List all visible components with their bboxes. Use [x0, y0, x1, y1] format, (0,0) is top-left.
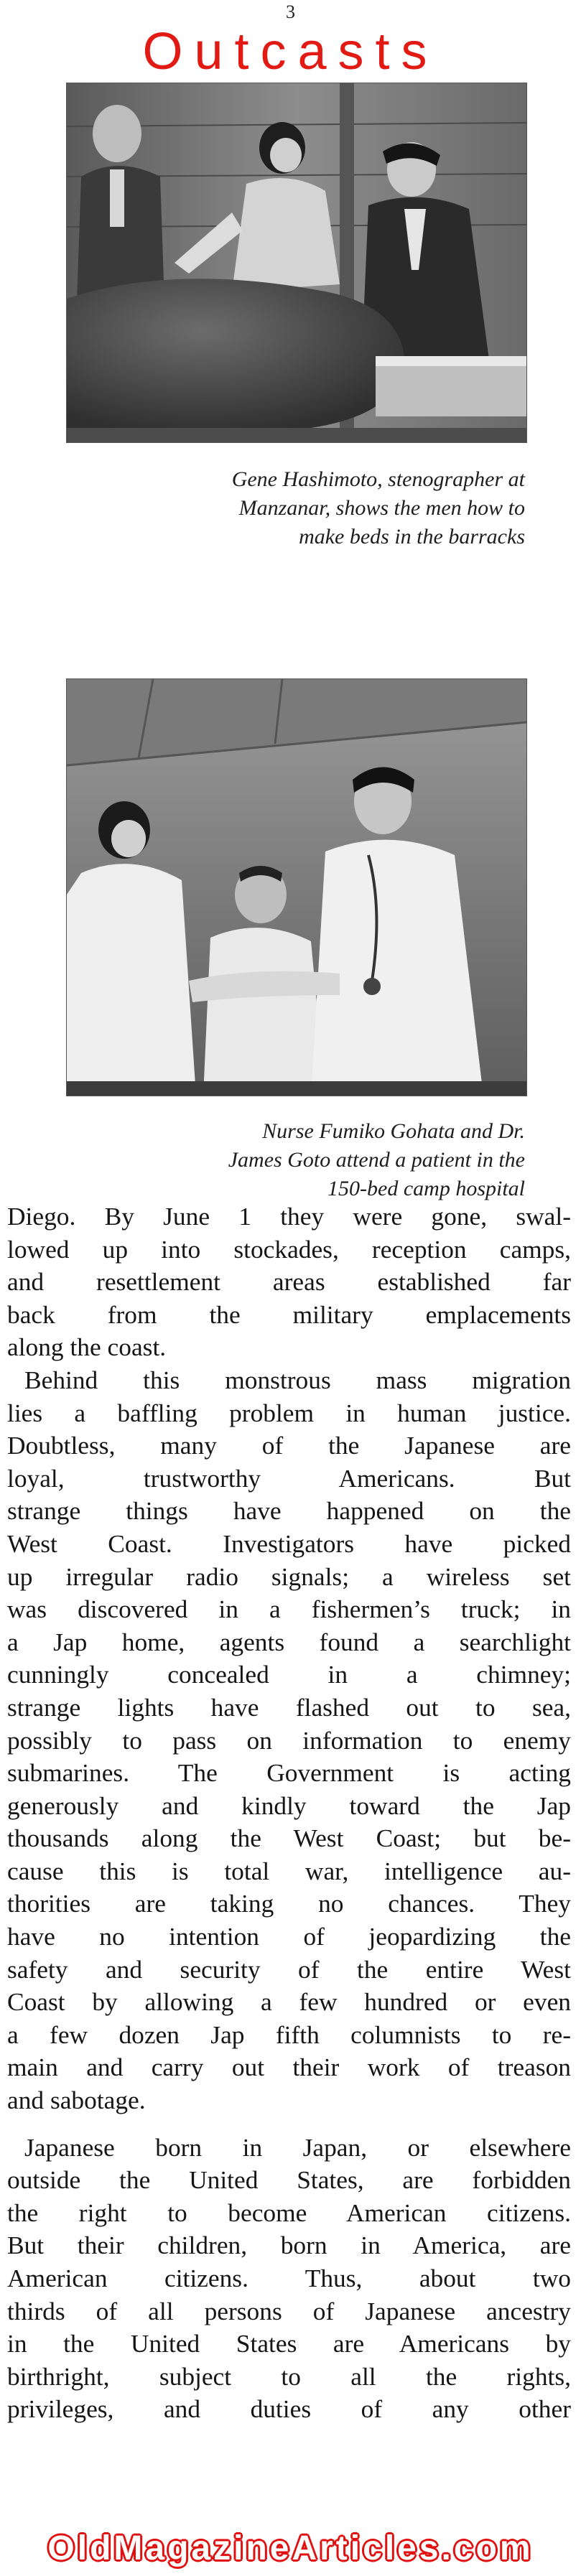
watermark-footer[interactable]: OldMagazineArticles.com [47, 2529, 534, 2567]
page-title: Outcasts [142, 23, 439, 80]
article-line: in the United States are Americans by [7, 2329, 571, 2358]
article-line: strange lights have flashed out to sea, [7, 1692, 571, 1722]
article-line: lies a baffling problem in human justice. [7, 1398, 571, 1427]
article-line: loyal, trustworthy Americans. But [7, 1463, 571, 1493]
article-line: safety and security of the entire West [7, 1954, 571, 1984]
article-line: West Coast. Investigators have picked [7, 1529, 571, 1558]
article-line: strange things have happened on the [7, 1496, 571, 1526]
article-line: possibly to pass on information to enemy [7, 1725, 571, 1755]
article-line: American citizens. Thus, about two [7, 2264, 571, 2292]
article-line: outside the United States, are forbidden [7, 2165, 571, 2195]
article-line: the right to become American citizens. [7, 2198, 571, 2227]
article-line: was discovered in a fishermen’s truck; in [7, 1595, 571, 1624]
photo-hospital-image [67, 679, 526, 1096]
article-line: Behind this monstrous mass migration [24, 1365, 571, 1394]
caption-line: make beds in the barracks [299, 525, 525, 549]
article-line: thorities are taking no chances. They [7, 1889, 571, 1918]
photo-hospital [66, 678, 527, 1096]
article-line: cunningly concealed in a chimney; [7, 1660, 571, 1689]
caption-line: Manzanar, shows the men how to [238, 496, 525, 520]
article-line: back from the military emplacements [7, 1299, 571, 1329]
photo-barracks [66, 83, 527, 443]
article-line: and resettlement areas established far [7, 1267, 571, 1297]
article-line: thousands along the West Coast; but be- [7, 1824, 571, 1853]
article-line: thirds of all persons of Japanese ancestry [7, 2296, 571, 2325]
paragraph-gap [7, 2117, 571, 2132]
article-line: a Jap home, agents found a searchlight [7, 1627, 571, 1656]
article-line: Doubtless, many of the Japanese are [7, 1431, 571, 1460]
article-line: birthright, subject to all the rights, [7, 2361, 571, 2391]
photo-barracks-image [67, 83, 526, 442]
article-line: Japanese born in Japan, or elsewhere [24, 2132, 571, 2162]
article-line: lowed up into stockades, reception camps, [7, 1234, 571, 1264]
article-line: But their children, born in America, are [7, 2231, 571, 2260]
article-line: Coast by allowing a few hundred or even [7, 1987, 571, 2017]
article-line: submarines. The Government is acting [7, 1758, 571, 1788]
article-line: along the coast. [7, 1333, 167, 1362]
caption-line: 150-bed camp hospital [327, 1177, 525, 1200]
caption-line: James Goto attend a patient in the [228, 1148, 525, 1172]
article-line: generously and kindly toward the Jap [7, 1791, 571, 1820]
article-body [7, 1200, 571, 2426]
article-line: up irregular radio signals; a wireless set [7, 1562, 571, 1591]
page-number: 3 [286, 1, 295, 22]
article-line: have no intention of jeopardizing the [7, 1922, 571, 1951]
article-line: and sabotage. [7, 2086, 146, 2115]
article-line: privileges, and duties of any other [7, 2394, 571, 2424]
caption-line: Nurse Fumiko Gohata and Dr. [262, 1119, 525, 1143]
article-line: a few dozen Jap fifth columnists to re- [7, 2020, 571, 2049]
caption-line: Gene Hashimoto, stenographer at [231, 467, 525, 491]
article-line: Diego. By June 1 they were gone, swal- [7, 1202, 571, 1231]
article-line: main and carry out their work of treason [7, 2053, 571, 2082]
photo-barracks-caption [65, 465, 525, 551]
article-line: cause this is total war, intelligence au- [7, 1856, 571, 1885]
photo-hospital-caption [65, 1117, 525, 1203]
